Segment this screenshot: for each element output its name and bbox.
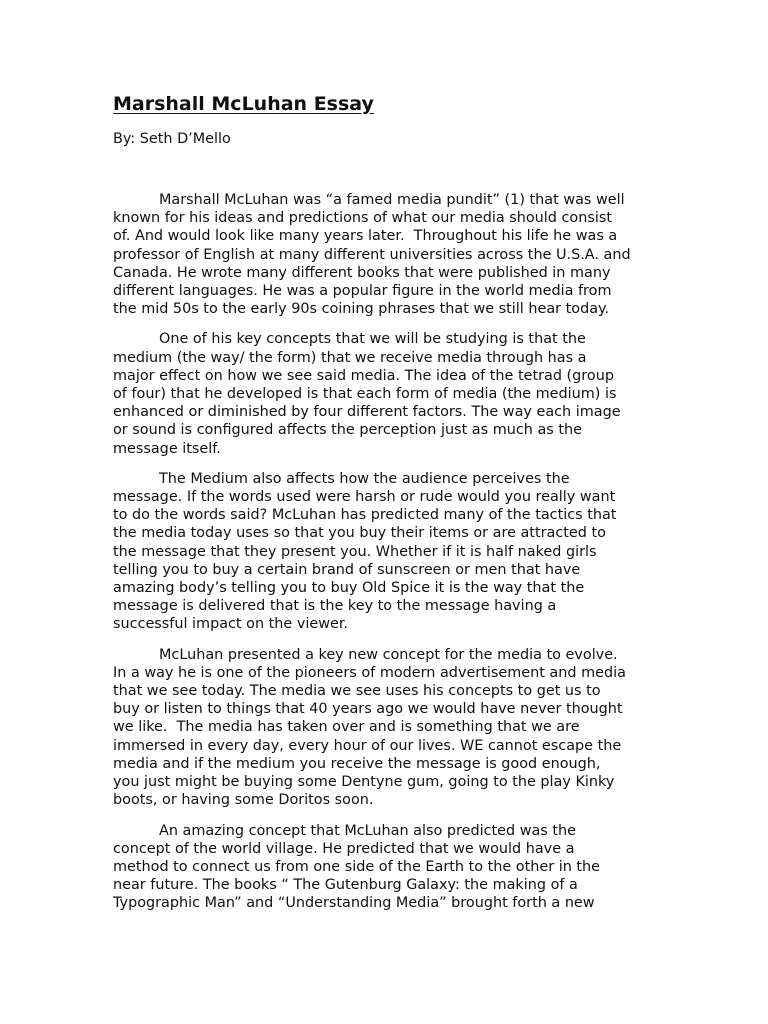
paragraph-line: you just might be buying some Dentyne gum, going to the play Kinky — [113, 774, 615, 791]
paragraph-line: the media today uses so that you buy their items or are attracted to — [113, 525, 606, 542]
paragraph-line: amazing body’s telling you to buy Old Spice it is the way that the — [113, 580, 585, 597]
essay-byline: By: Seth D’Mello — [113, 131, 231, 147]
body-paragraph — [113, 470, 653, 634]
paragraph-line: to do the words said? McLuhan has predicted many of the tactics that — [113, 507, 617, 524]
paragraph-line: professor of English at many different universities across the U.S.A. and — [113, 246, 631, 263]
paragraph-line: immersed in every day, every hour of our lives. WE cannot escape the — [113, 737, 622, 754]
essay-title: Marshall McLuhan Essay — [113, 93, 374, 115]
paragraph-line: One of his key concepts that we will be studying is that the — [159, 331, 586, 348]
paragraph-line: message. If the words used were harsh or rude would you really want — [113, 489, 616, 506]
paragraph-line: of. And would look like many years later. Throughout his life he was a — [113, 228, 618, 245]
paragraph-line: boots, or having some Doritos soon. — [113, 792, 374, 809]
paragraph-line: different languages. He was a popular figure in the world media from — [113, 283, 612, 300]
paragraph-line: major effect on how we see said media. The idea of the tetrad (group — [113, 367, 614, 384]
paragraph-line: message itself. — [113, 440, 221, 457]
body-paragraph — [113, 646, 653, 810]
paragraph-line: An amazing concept that McLuhan also predicted was the — [159, 822, 576, 839]
body-paragraph — [113, 822, 653, 913]
paragraph-line: McLuhan presented a key new concept for the media to evolve. — [159, 646, 618, 663]
paragraph-line: method to connect us from one side of the Earth to the other in the — [113, 858, 601, 875]
body-paragraph — [113, 330, 653, 457]
paragraph-line: concept of the world village. He predicted that we would have a — [113, 840, 575, 857]
paragraph-line: enhanced or diminished by four different factors. The way each image — [113, 404, 621, 421]
paragraph-line: the mid 50s to the early 90s coining phrases that we still hear today. — [113, 301, 610, 318]
paragraph-line: of four) that he developed is that each form of media (the medium) is — [113, 386, 617, 403]
paragraph-line: or sound is configured affects the perception just as much as the — [113, 422, 582, 439]
body-paragraph — [113, 191, 653, 318]
paragraph-line: the message that they present you. Whether if it is half naked girls — [113, 543, 597, 560]
paragraph-line: Marshall McLuhan was “a famed media pundit” (1) that was well — [159, 192, 625, 208]
paragraph-line: telling you to buy a certain brand of sunscreen or men that have — [113, 561, 581, 578]
paragraph-line: successful impact on the viewer. — [113, 616, 348, 633]
paragraph-line: Typographic Man” and “Understanding Media” brought forth a new — [113, 895, 595, 912]
paragraph-line: that we see today. The media we see uses his concepts to get us to — [113, 683, 601, 700]
paragraph-line: near future. The books “ The Gutenburg Galaxy: the making of a — [113, 877, 578, 894]
paragraph-line: medium (the way/ the form) that we receive media through has a — [113, 349, 587, 366]
essay-body — [113, 191, 653, 925]
paragraph-line: known for his ideas and predictions of what our media should consist — [113, 210, 612, 227]
paragraph-line: buy or listen to things that 40 years ago we would have never thought — [113, 701, 623, 718]
paragraph-line: The Medium also affects how the audience perceives the — [159, 470, 570, 487]
paragraph-line: we like. The media has taken over and is something that we are — [113, 719, 580, 736]
paragraph-line: message is delivered that is the key to the message having a — [113, 598, 557, 615]
paragraph-line: media and if the medium you receive the message is good enough, — [113, 755, 601, 772]
paragraph-line: Canada. He wrote many different books that were published in many — [113, 264, 611, 281]
paragraph-line: In a way he is one of the pioneers of modern advertisement and media — [113, 664, 626, 681]
